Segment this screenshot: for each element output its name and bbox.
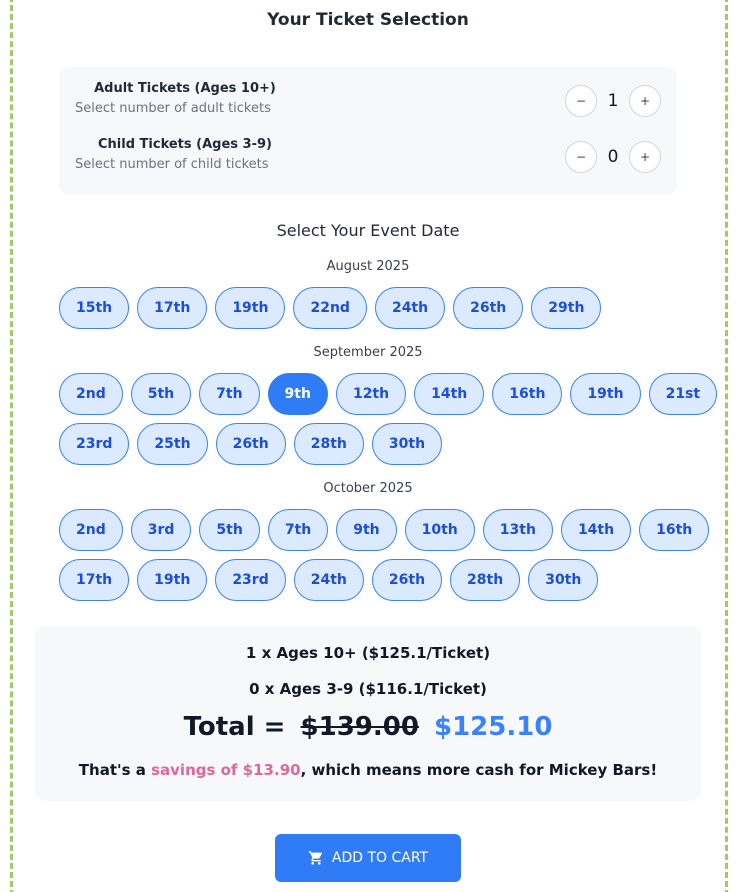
- date-pill[interactable]: 26th: [216, 423, 286, 465]
- date-row: [59, 373, 717, 415]
- date-pill[interactable]: 30th: [528, 559, 598, 601]
- date-row: [59, 423, 442, 465]
- date-pill[interactable]: 29th: [531, 287, 601, 329]
- date-pill[interactable]: 21st: [649, 373, 718, 415]
- date-pill[interactable]: 14th: [561, 509, 631, 551]
- date-pill[interactable]: 17th: [59, 559, 129, 601]
- date-pill[interactable]: 19th: [215, 287, 285, 329]
- date-pill[interactable]: 24th: [294, 559, 364, 601]
- adult-summary-line: 1 x Ages 10+ ($125.1/Ticket): [245, 644, 491, 662]
- adult-quantity-stepper: [565, 85, 661, 117]
- date-pill[interactable]: 12th: [336, 373, 406, 415]
- child-summary-line: 0 x Ages 3-9 ($116.1/Ticket): [249, 680, 487, 698]
- date-pill[interactable]: 14th: [414, 373, 484, 415]
- child-ticket-name: Child Tickets (Ages 3-9): [98, 137, 272, 152]
- savings-amount: savings of $13.90: [151, 761, 301, 779]
- child-increment-button[interactable]: +: [629, 141, 661, 173]
- child-ticket-label-group: [75, 137, 295, 174]
- date-row: [59, 559, 598, 601]
- savings-prefix: That's a: [78, 761, 152, 779]
- adult-ticket-label-group: [75, 81, 295, 118]
- order-summary: [35, 626, 701, 801]
- date-pill[interactable]: 9th: [336, 509, 396, 551]
- date-pill[interactable]: 23rd: [215, 559, 285, 601]
- adult-ticket-hint: Select number of adult tickets: [75, 101, 271, 116]
- total-label: Total =: [183, 712, 286, 742]
- original-price: $139.00: [300, 712, 419, 742]
- date-pill[interactable]: 26th: [372, 559, 442, 601]
- date-pill[interactable]: 30th: [372, 423, 442, 465]
- adult-increment-button[interactable]: +: [629, 85, 661, 117]
- month-label-october: October 2025: [323, 481, 413, 496]
- child-ticket-hint: Select number of child tickets: [75, 157, 269, 172]
- date-pill[interactable]: 16th: [492, 373, 562, 415]
- date-pill[interactable]: 17th: [137, 287, 207, 329]
- date-pill[interactable]: 5th: [199, 509, 259, 551]
- date-pill[interactable]: 19th: [570, 373, 640, 415]
- savings-message: [35, 761, 701, 779]
- child-ticket-row: [59, 137, 677, 187]
- date-pill[interactable]: 19th: [137, 559, 207, 601]
- add-to-cart-button[interactable]: [275, 834, 461, 882]
- adult-ticket-name: Adult Tickets (Ages 10+): [94, 81, 276, 96]
- adult-ticket-row: [59, 81, 677, 131]
- child-decrement-button[interactable]: −: [565, 141, 597, 173]
- date-pill[interactable]: 7th: [268, 509, 328, 551]
- date-pill[interactable]: 15th: [59, 287, 129, 329]
- date-pill[interactable]: 2nd: [59, 373, 123, 415]
- child-quantity-value: 0: [607, 147, 619, 167]
- month-label-september: September 2025: [313, 345, 423, 360]
- add-to-cart-label: ADD TO CART: [331, 850, 429, 866]
- adult-quantity-value: 1: [607, 91, 619, 111]
- page-title: Your Ticket Selection: [267, 10, 469, 30]
- date-pill[interactable]: 9th: [268, 373, 328, 415]
- child-quantity-stepper: [565, 141, 661, 173]
- discounted-price: $125.10: [434, 712, 553, 742]
- date-pill[interactable]: 22nd: [293, 287, 366, 329]
- month-label-august: August 2025: [326, 259, 410, 274]
- date-pill[interactable]: 7th: [199, 373, 259, 415]
- date-pill[interactable]: 16th: [639, 509, 709, 551]
- date-pill[interactable]: 10th: [405, 509, 475, 551]
- date-row: [59, 509, 709, 551]
- date-pill[interactable]: 26th: [453, 287, 523, 329]
- date-pill[interactable]: 25th: [137, 423, 207, 465]
- total-line: [35, 712, 701, 742]
- date-pill[interactable]: 13th: [483, 509, 553, 551]
- date-pill[interactable]: 5th: [131, 373, 191, 415]
- date-section-title: Select Your Event Date: [276, 221, 460, 240]
- date-pill[interactable]: 23rd: [59, 423, 129, 465]
- ticket-selector: [59, 67, 677, 194]
- adult-decrement-button[interactable]: −: [565, 85, 597, 117]
- date-pill[interactable]: 3rd: [131, 509, 192, 551]
- date-pill[interactable]: 28th: [294, 423, 364, 465]
- date-pill[interactable]: 28th: [450, 559, 520, 601]
- date-row: [59, 287, 601, 329]
- date-pill[interactable]: 24th: [375, 287, 445, 329]
- savings-suffix: , which means more cash for Mickey Bars!: [300, 761, 658, 779]
- cart-icon: [308, 850, 324, 866]
- date-pill[interactable]: 2nd: [59, 509, 123, 551]
